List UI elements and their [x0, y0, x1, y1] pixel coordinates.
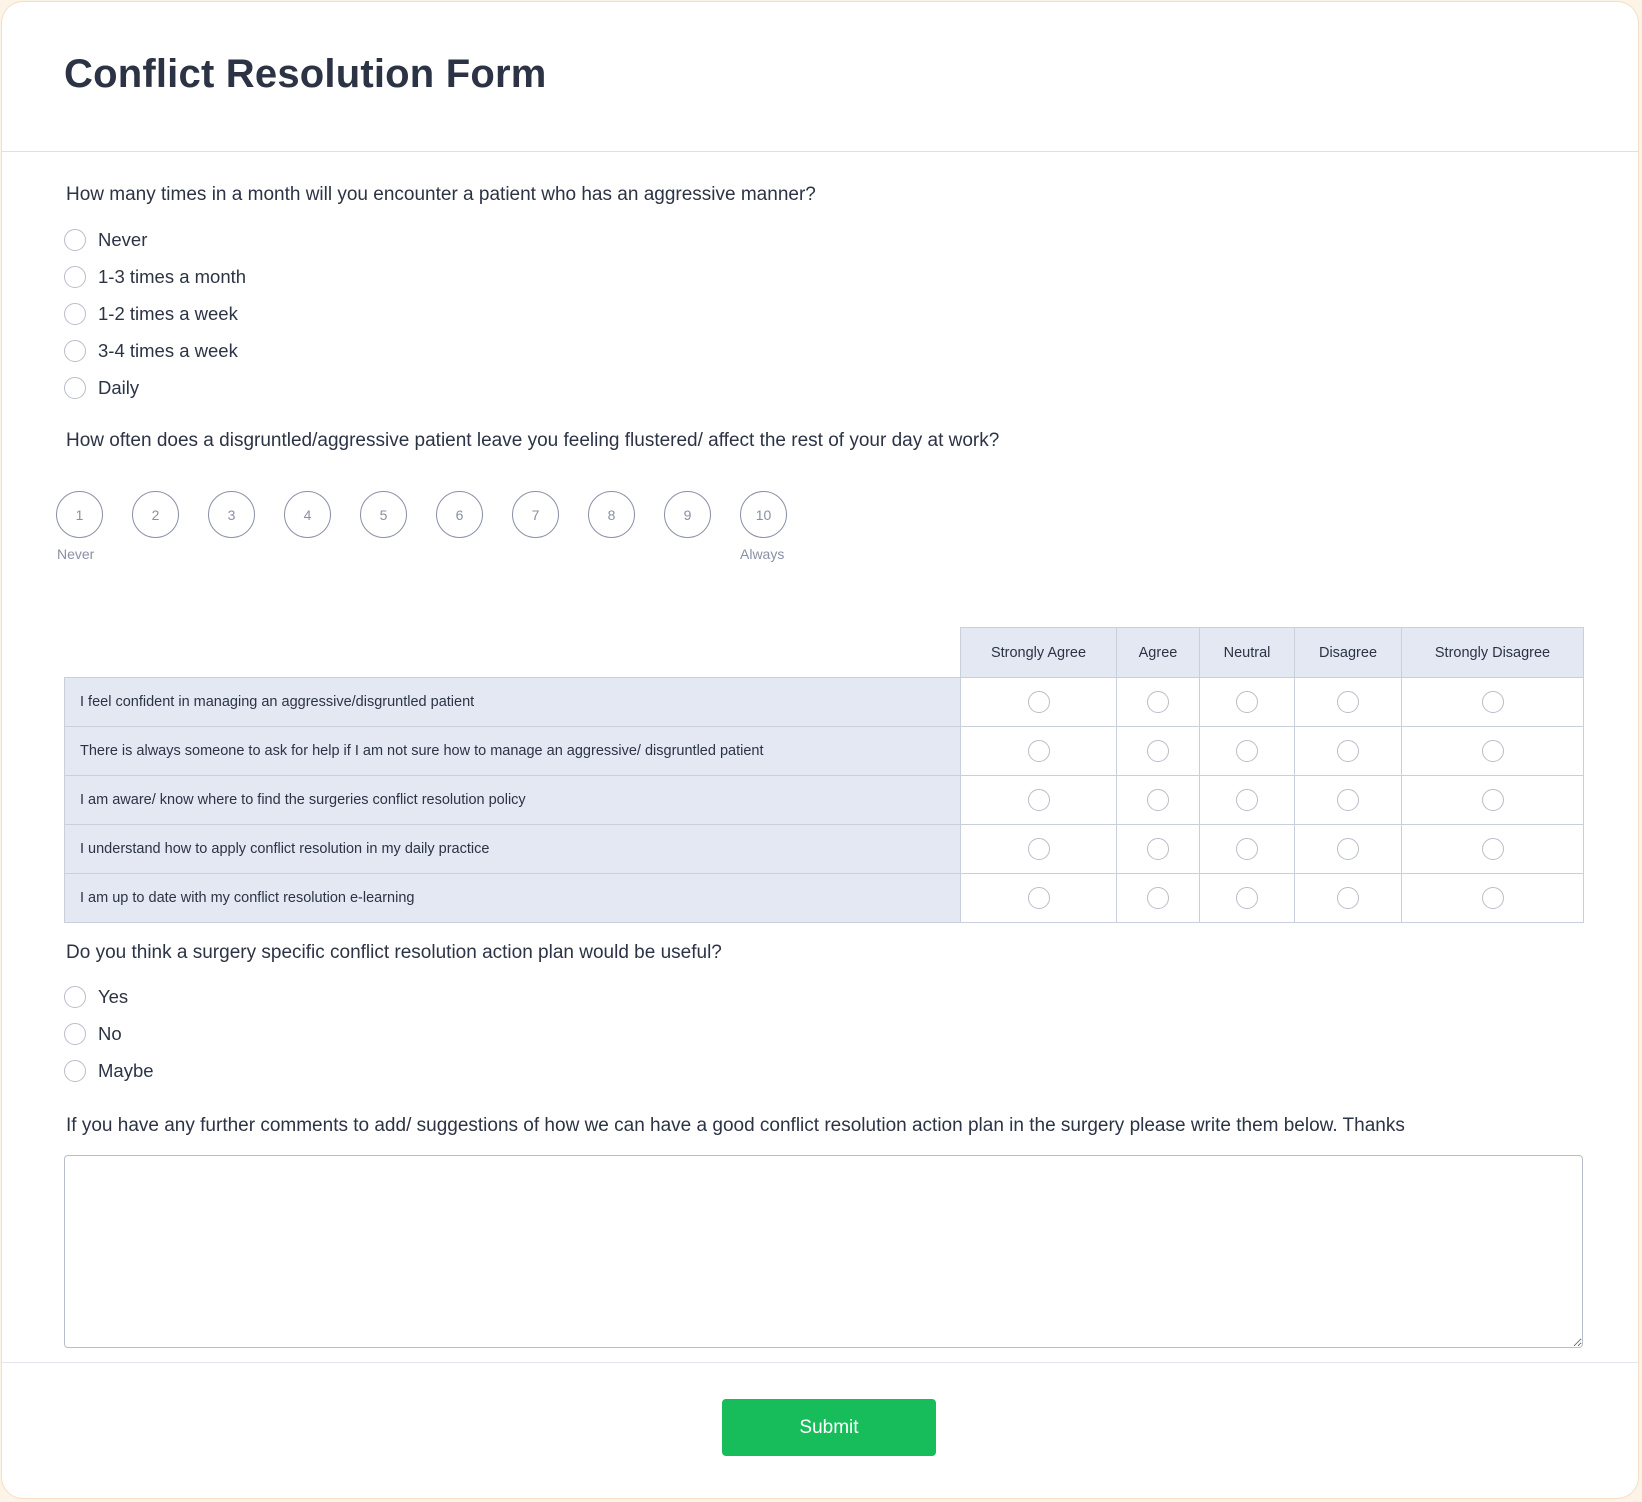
matrix-cell[interactable] [961, 825, 1117, 874]
radio-button[interactable] [1236, 838, 1258, 860]
matrix-cell[interactable] [961, 727, 1117, 776]
radio-button[interactable] [1482, 789, 1504, 811]
radio-button[interactable] [1147, 691, 1169, 713]
matrix-cell[interactable] [1117, 727, 1200, 776]
option-label: 1-2 times a week [98, 302, 238, 324]
radio-button[interactable] [1147, 838, 1169, 860]
radio-button[interactable] [64, 1023, 86, 1045]
question-action-plan-useful: Do you think a surgery specific conflict resolution action plan would be useful? [66, 942, 722, 963]
matrix-cell[interactable] [1295, 727, 1402, 776]
radio-button[interactable] [1337, 838, 1359, 860]
agreement-matrix [64, 627, 1584, 923]
matrix-row [65, 825, 1584, 874]
radio-button[interactable] [64, 266, 86, 288]
submit-button[interactable]: Submit [722, 1399, 936, 1456]
matrix-column-header: Strongly Agree [961, 628, 1117, 678]
radio-button[interactable] [1482, 691, 1504, 713]
radio-button[interactable] [1147, 887, 1169, 909]
scale-rating [56, 491, 816, 538]
matrix-row [65, 776, 1584, 825]
matrix-column-header: Disagree [1295, 628, 1402, 678]
scale-button-10[interactable]: 10 [740, 491, 787, 538]
matrix-cell[interactable] [1402, 825, 1584, 874]
matrix-cell[interactable] [961, 776, 1117, 825]
matrix-cell[interactable] [1295, 678, 1402, 727]
option-never[interactable] [64, 221, 246, 258]
matrix-cell[interactable] [1200, 678, 1295, 727]
option-3-4-times-a-week[interactable] [64, 332, 246, 369]
radio-button[interactable] [1337, 887, 1359, 909]
matrix-cell[interactable] [961, 874, 1117, 923]
option-yes[interactable] [64, 978, 154, 1015]
scale-button-1[interactable]: 1 [56, 491, 103, 538]
option-label: 1-3 times a month [98, 265, 247, 287]
options-encounter-frequency [64, 221, 246, 406]
radio-button[interactable] [1028, 740, 1050, 762]
radio-button[interactable] [1337, 740, 1359, 762]
matrix-column-header: Strongly Disagree [1402, 628, 1584, 678]
option-label: Never [98, 228, 148, 250]
matrix-row-label: I feel confident in managing an aggressive/disgruntled patient [65, 678, 961, 727]
matrix-cell[interactable] [1402, 727, 1584, 776]
matrix-cell[interactable] [1200, 776, 1295, 825]
option-no[interactable] [64, 1015, 154, 1052]
matrix-row [65, 874, 1584, 923]
matrix-cell[interactable] [1402, 678, 1584, 727]
matrix-cell[interactable] [1117, 874, 1200, 923]
option-1-2-times-a-week[interactable] [64, 295, 246, 332]
matrix-row [65, 678, 1584, 727]
scale-button-3[interactable]: 3 [208, 491, 255, 538]
matrix-row-label: I understand how to apply conflict resolution in my daily practice [65, 825, 961, 874]
options-action-plan-useful [64, 978, 154, 1089]
radio-button[interactable] [1028, 887, 1050, 909]
comments-textarea[interactable] [64, 1155, 1583, 1348]
question-flustered-frequency: How often does a disgruntled/aggressive patient leave you feeling flustered/ affect the rest of your day at work? [66, 430, 1000, 451]
radio-button[interactable] [64, 986, 86, 1008]
matrix-column-header: Neutral [1200, 628, 1295, 678]
matrix-cell[interactable] [1200, 874, 1295, 923]
radio-button[interactable] [1337, 691, 1359, 713]
matrix-row-label: There is always someone to ask for help if I am not sure how to manage an aggressive/ disgruntled patient [65, 727, 961, 776]
question-further-comments: If you have any further comments to add/ suggestions of how we can have a good conflict resolution action plan in the surgery please write them below. Thanks [66, 1115, 1405, 1136]
matrix-header-row [65, 628, 1584, 678]
matrix-cell[interactable] [1117, 678, 1200, 727]
matrix-row-label: I am up to date with my conflict resolution e-learning [65, 874, 961, 923]
radio-button[interactable] [1147, 740, 1169, 762]
radio-button[interactable] [1236, 887, 1258, 909]
scale-button-8[interactable]: 8 [588, 491, 635, 538]
matrix-cell[interactable] [1402, 776, 1584, 825]
radio-button[interactable] [1028, 691, 1050, 713]
scale-max-label: Always [740, 546, 785, 562]
matrix-row [65, 727, 1584, 776]
matrix-column-header: Agree [1117, 628, 1200, 678]
radio-button[interactable] [1236, 691, 1258, 713]
form-card [1, 1, 1639, 1499]
radio-button[interactable] [1147, 789, 1169, 811]
matrix-cell[interactable] [1117, 776, 1200, 825]
radio-button[interactable] [64, 303, 86, 325]
radio-button[interactable] [64, 340, 86, 362]
matrix-row-label: I am aware/ know where to find the surgeries conflict resolution policy [65, 776, 961, 825]
form-title: Conflict Resolution Form [64, 52, 547, 96]
radio-button[interactable] [1482, 887, 1504, 909]
radio-button[interactable] [64, 377, 86, 399]
matrix-cell[interactable] [1295, 776, 1402, 825]
question-encounter-frequency: How many times in a month will you encounter a patient who has an aggressive manner? [66, 184, 816, 205]
radio-button[interactable] [1028, 789, 1050, 811]
scale-min-label: Never [57, 546, 95, 562]
matrix-cell[interactable] [1200, 825, 1295, 874]
option-label: Daily [98, 376, 140, 398]
option-maybe[interactable] [64, 1052, 154, 1089]
matrix-cell[interactable] [1295, 874, 1402, 923]
matrix-cell[interactable] [1117, 825, 1200, 874]
matrix-corner [65, 628, 961, 678]
radio-button[interactable] [1236, 740, 1258, 762]
radio-button[interactable] [1482, 740, 1504, 762]
radio-button[interactable] [1236, 789, 1258, 811]
option-label: No [98, 1022, 122, 1044]
matrix-cell[interactable] [1200, 727, 1295, 776]
radio-button[interactable] [1482, 838, 1504, 860]
scale-button-5[interactable]: 5 [360, 491, 407, 538]
radio-button[interactable] [64, 229, 86, 251]
scale-button-4[interactable]: 4 [284, 491, 331, 538]
matrix-cell[interactable] [961, 678, 1117, 727]
scale-button-6[interactable]: 6 [436, 491, 483, 538]
radio-button[interactable] [1337, 789, 1359, 811]
scale-button-9[interactable]: 9 [664, 491, 711, 538]
option-label: Yes [98, 985, 129, 1007]
radio-button[interactable] [64, 1060, 86, 1082]
option-label: 3-4 times a week [98, 339, 238, 361]
matrix-cell[interactable] [1402, 874, 1584, 923]
matrix-cell[interactable] [1295, 825, 1402, 874]
option-label: Maybe [98, 1059, 154, 1081]
option-1-3-times-a-month[interactable] [64, 258, 246, 295]
radio-button[interactable] [1028, 838, 1050, 860]
footer-divider [2, 1362, 1638, 1363]
form-header [2, 2, 1638, 152]
scale-button-7[interactable]: 7 [512, 491, 559, 538]
scale-button-2[interactable]: 2 [132, 491, 179, 538]
option-daily[interactable] [64, 369, 246, 406]
